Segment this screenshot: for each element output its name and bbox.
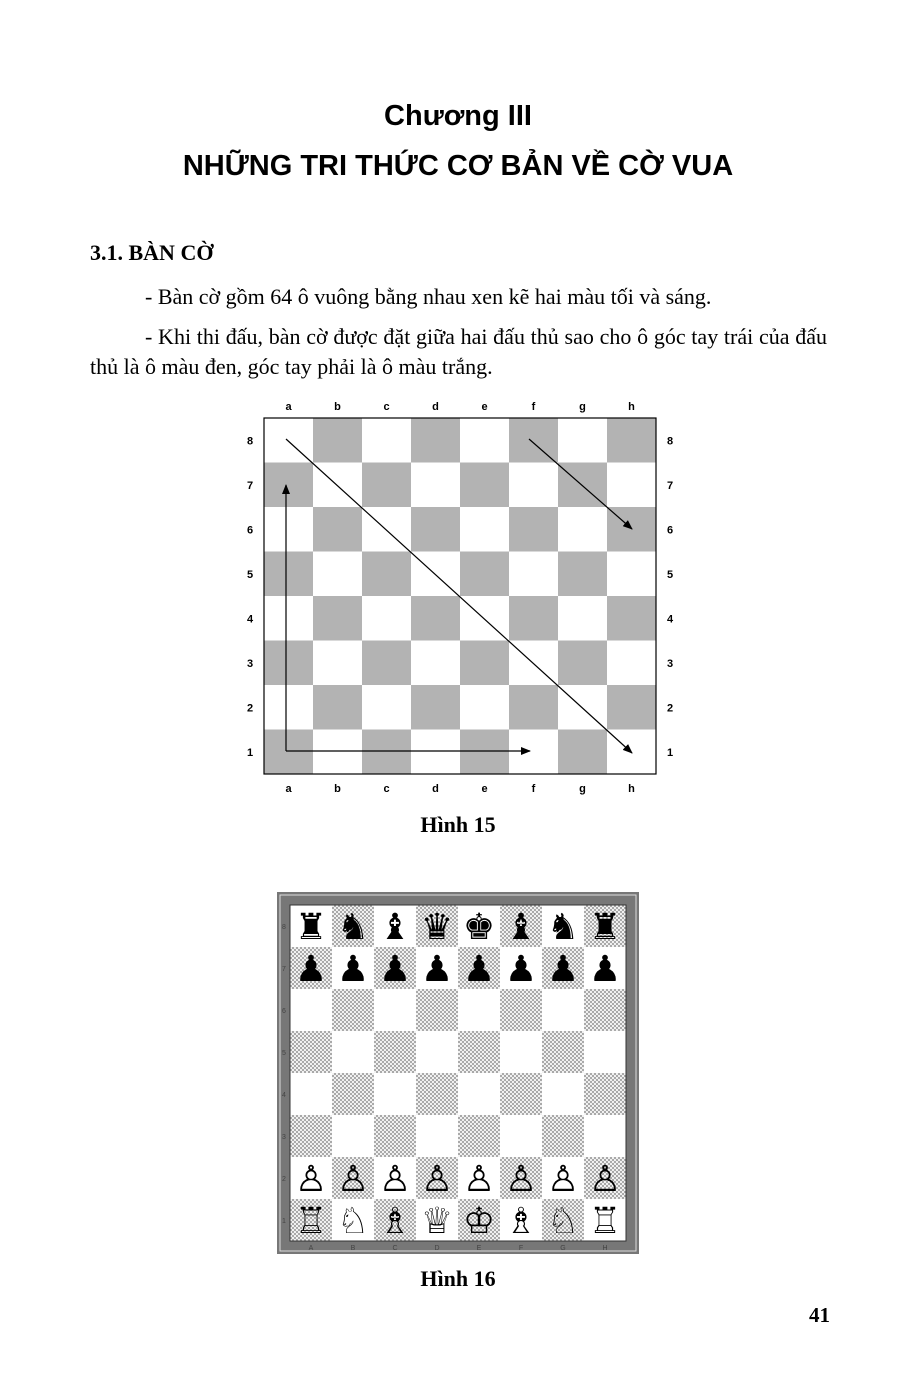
square-e6	[460, 507, 509, 552]
square-d4	[411, 596, 460, 641]
rank-label-right: 6	[666, 524, 674, 537]
square-e2	[460, 685, 509, 730]
square-h5	[607, 552, 656, 597]
square-b7	[313, 463, 362, 508]
square	[374, 989, 416, 1031]
square-d7	[411, 463, 460, 508]
square-c5	[362, 552, 411, 597]
file-label-top: f	[531, 401, 536, 413]
board-squares	[264, 418, 656, 774]
section-heading: 3.1. BÀN CỜ	[90, 240, 214, 265]
square-a5	[264, 552, 313, 597]
square	[332, 989, 374, 1031]
rank-label-right: 2	[666, 702, 674, 715]
rank-label: 7	[282, 966, 286, 973]
chess-piece: ♝	[378, 907, 412, 948]
square-d1	[411, 730, 460, 775]
square	[500, 1115, 542, 1157]
square	[416, 1073, 458, 1115]
square-b6	[313, 507, 362, 552]
rank-label-right: 3	[666, 657, 674, 670]
file-label-bottom: b	[334, 783, 341, 795]
rank-label-left: 5	[246, 568, 254, 581]
square-e8	[460, 418, 509, 463]
square-d6	[411, 507, 460, 552]
rank-label: 3	[282, 1134, 286, 1141]
square	[584, 1073, 626, 1115]
square	[332, 1073, 374, 1115]
chess-piece: ♟	[336, 949, 370, 990]
square	[290, 1115, 332, 1157]
square-b1	[313, 730, 362, 775]
rank-label-right: 1	[666, 746, 674, 759]
square	[584, 1115, 626, 1157]
square-h2	[607, 685, 656, 730]
square-g4	[558, 596, 607, 641]
square	[290, 1031, 332, 1073]
square	[458, 1073, 500, 1115]
square-e1	[460, 730, 509, 775]
square-g8	[558, 418, 607, 463]
chess-piece: ♖	[294, 1201, 328, 1242]
rank-label-right: 5	[666, 568, 674, 581]
square	[416, 1115, 458, 1157]
square	[458, 1031, 500, 1073]
chess-piece: ♛	[420, 907, 454, 948]
figure-15-chessboard	[230, 395, 680, 800]
file-label: D	[434, 1245, 440, 1252]
chess-piece: ♟	[420, 949, 454, 990]
file-label-top: c	[383, 401, 390, 413]
square-h3	[607, 641, 656, 686]
file-label-top: g	[579, 401, 586, 413]
file-label-top: a	[285, 401, 292, 413]
square-f8	[509, 418, 558, 463]
square-a3	[264, 641, 313, 686]
chess-piece: ♞	[336, 907, 370, 948]
file-label-bottom: a	[285, 783, 292, 795]
square	[584, 1031, 626, 1073]
file-label: G	[560, 1245, 566, 1252]
chess-piece: ♚	[462, 907, 496, 948]
rank-label: 1	[282, 1218, 286, 1225]
chess-piece: ♜	[588, 907, 622, 948]
square-f1	[509, 730, 558, 775]
square	[500, 1073, 542, 1115]
chess-piece: ♙	[336, 1159, 370, 1200]
chapter-number: Chương III	[384, 100, 532, 132]
rank-label: 2	[282, 1176, 286, 1183]
paragraph-1: - Bàn cờ gồm 64 ô vuông bằng nhau xen kẽ hai màu tối và sáng.	[145, 284, 712, 309]
rank-label: 5	[282, 1050, 286, 1057]
square-g5	[558, 552, 607, 597]
square-h8	[607, 418, 656, 463]
chess-piece: ♟	[546, 949, 580, 990]
chess-piece: ♘	[336, 1201, 370, 1242]
file-label: C	[392, 1245, 398, 1252]
rank-label-right: 7	[666, 479, 674, 492]
square-a8	[264, 418, 313, 463]
square	[332, 1031, 374, 1073]
square-c6	[362, 507, 411, 552]
square-b5	[313, 552, 362, 597]
chess-piece: ♙	[588, 1159, 622, 1200]
square	[416, 989, 458, 1031]
chess-piece: ♙	[504, 1159, 538, 1200]
square-e4	[460, 596, 509, 641]
square	[290, 989, 332, 1031]
file-label: B	[350, 1245, 356, 1252]
square-d8	[411, 418, 460, 463]
file-label-bottom: g	[579, 783, 586, 795]
square-f6	[509, 507, 558, 552]
chess-piece: ♔	[462, 1201, 496, 1242]
file-label-bottom: f	[531, 783, 536, 795]
chess-piece: ♙	[378, 1159, 412, 1200]
rank-label-left: 3	[246, 657, 254, 670]
square	[374, 1115, 416, 1157]
figure-15-caption: Hình 15	[420, 812, 496, 837]
file-label-top: d	[432, 401, 439, 413]
square-g2	[558, 685, 607, 730]
page-number: 41	[809, 1303, 830, 1327]
rank-label-left: 8	[246, 435, 254, 448]
chapter-title: NHỮNG TRI THỨC CƠ BẢN VỀ CỜ VUA	[182, 150, 734, 182]
chess-piece: ♙	[462, 1159, 496, 1200]
square-c2	[362, 685, 411, 730]
square	[374, 1031, 416, 1073]
square	[584, 989, 626, 1031]
square	[542, 1031, 584, 1073]
square-c7	[362, 463, 411, 508]
square	[542, 989, 584, 1031]
square-h4	[607, 596, 656, 641]
rank-label-right: 4	[666, 613, 674, 626]
file-label-bottom: h	[628, 783, 635, 795]
square	[500, 989, 542, 1031]
rank-label-left: 7	[246, 479, 254, 492]
chess-piece: ♟	[294, 949, 328, 990]
square-c8	[362, 418, 411, 463]
square-b8	[313, 418, 362, 463]
chess-piece: ♖	[588, 1201, 622, 1242]
file-label: F	[518, 1245, 524, 1252]
square	[416, 1031, 458, 1073]
chess-piece: ♙	[420, 1159, 454, 1200]
square-f2	[509, 685, 558, 730]
square-d3	[411, 641, 460, 686]
square-c1	[362, 730, 411, 775]
rank-label: 6	[282, 1008, 286, 1015]
file-label-top: e	[481, 401, 488, 413]
square-f7	[509, 463, 558, 508]
chess-piece: ♙	[546, 1159, 580, 1200]
file-label: H	[602, 1245, 608, 1252]
file-label-top: h	[628, 401, 635, 413]
square	[458, 1115, 500, 1157]
square-c4	[362, 596, 411, 641]
rank-label-right: 8	[666, 435, 674, 448]
rank-label-left: 6	[246, 524, 254, 537]
square-b4	[313, 596, 362, 641]
chess-piece: ♜	[294, 907, 328, 948]
square	[458, 989, 500, 1031]
figure-16-starting-position	[277, 892, 639, 1254]
square-e5	[460, 552, 509, 597]
chess-piece: ♟	[462, 949, 496, 990]
file-label-top: b	[334, 401, 341, 413]
rank-label-left: 4	[246, 613, 254, 626]
square-h7	[607, 463, 656, 508]
chess-piece: ♟	[504, 949, 538, 990]
square-b2	[313, 685, 362, 730]
square	[542, 1115, 584, 1157]
rank-label: 8	[282, 924, 286, 931]
file-label-bottom: e	[481, 783, 488, 795]
figure-16-caption: Hình 16	[420, 1266, 496, 1291]
square-a7	[264, 463, 313, 508]
chess-piece: ♞	[546, 907, 580, 948]
rank-label-left: 2	[246, 702, 254, 715]
paragraph-2: - Khi thi đấu, bàn cờ được đặt giữa hai đấu thủ sao cho ô góc tay trái của đấu thủ là ô màu đen, góc tay phải là ô màu trắng.	[90, 324, 827, 379]
file-label-bottom: c	[383, 783, 390, 795]
square-g3	[558, 641, 607, 686]
square-g1	[558, 730, 607, 775]
file-label: A	[308, 1245, 314, 1252]
square-g6	[558, 507, 607, 552]
square	[374, 1073, 416, 1115]
chess-piece: ♝	[504, 907, 538, 948]
rank-label: 4	[282, 1092, 286, 1099]
square-a4	[264, 596, 313, 641]
square	[332, 1115, 374, 1157]
square-d5	[411, 552, 460, 597]
file-label-bottom: d	[432, 783, 439, 795]
square-e3	[460, 641, 509, 686]
square-f4	[509, 596, 558, 641]
square-f3	[509, 641, 558, 686]
chess-piece: ♕	[420, 1201, 454, 1242]
chess-piece: ♗	[504, 1201, 538, 1242]
square-a6	[264, 507, 313, 552]
square-c3	[362, 641, 411, 686]
square-f5	[509, 552, 558, 597]
square-e7	[460, 463, 509, 508]
square	[542, 1073, 584, 1115]
square-a1	[264, 730, 313, 775]
square	[290, 1073, 332, 1115]
square-a2	[264, 685, 313, 730]
square	[500, 1031, 542, 1073]
chess-piece: ♟	[378, 949, 412, 990]
chess-piece: ♘	[546, 1201, 580, 1242]
square-d2	[411, 685, 460, 730]
chess-piece: ♗	[378, 1201, 412, 1242]
file-label: E	[476, 1245, 482, 1252]
chess-piece: ♙	[294, 1159, 328, 1200]
rank-label-left: 1	[246, 746, 254, 759]
square-b3	[313, 641, 362, 686]
chess-piece: ♟	[588, 949, 622, 990]
